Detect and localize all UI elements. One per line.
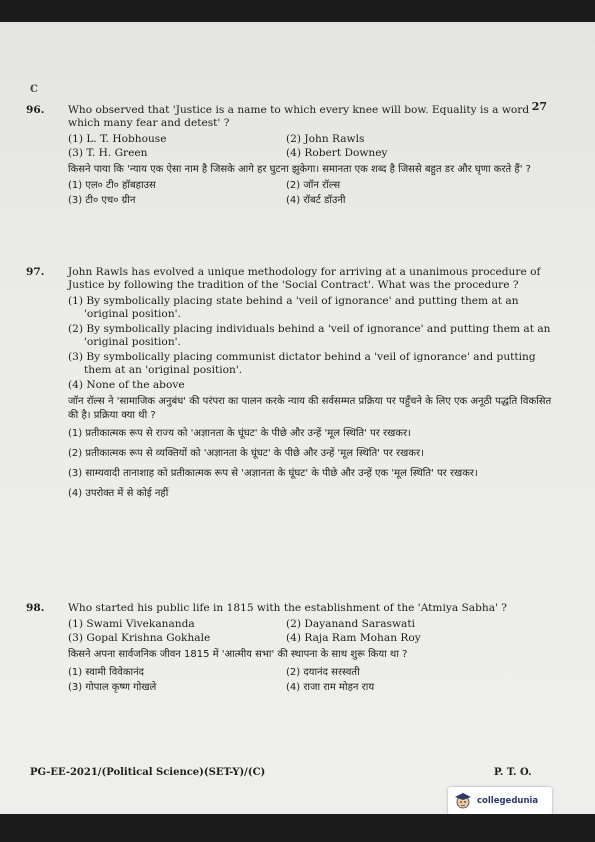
option: (4) उपरोक्त में से कोई नहीं xyxy=(68,488,169,499)
option: (4) Raja Ram Mohan Roy xyxy=(286,632,421,644)
question-text-hi: किसने पाया कि 'न्याय एक ऐसा नाम है जिसके आगे हर घुटना झुकेगा। समानता एक शब्द है जिससे बहुत डर और घृणा करते हैं' ? xyxy=(68,164,531,175)
option: (3) Gopal Krishna Gokhale xyxy=(68,632,211,644)
question-text-en: Who observed that 'Justice is a name to which every knee will bow. Equality is a word which many fear and detest' ? xyxy=(68,104,530,129)
question-96 xyxy=(26,104,554,208)
options-hi xyxy=(68,427,554,501)
question-97 xyxy=(26,266,554,503)
option: (2) John Rawls xyxy=(286,133,365,145)
option: (4) None of the above xyxy=(68,379,185,391)
question-text-en: John Rawls has evolved a unique methodology for arriving at a unanimous procedure of Justice by following the tradition of the 'Social Contract'. What was the procedure ? xyxy=(68,266,541,291)
page-number: 27 xyxy=(531,100,547,113)
option: (1) By symbolically placing state behind a 'veil of ignorance' and putting them at an 'original position'. xyxy=(68,295,519,320)
option: (4) राजा राम मोहन राय xyxy=(286,682,375,693)
option: (2) प्रतीकात्मक रूप से व्यक्तियों को 'अज्ञानता के घूंघट' के पीछे और उन्हें 'मूल स्थिति' पर रखकर। xyxy=(68,448,424,459)
option: (3) T. H. Green xyxy=(68,147,148,159)
option: (1) स्वामी विवेकानंद xyxy=(68,667,144,678)
option: (2) By symbolically placing individuals behind a 'veil of ignorance' and putting them at an 'original position'. xyxy=(68,323,551,348)
question-text-hi: किसने अपना सार्वजनिक जीवन 1815 में 'आत्मीय सभा' की स्थापना के साथ शुरू किया था ? xyxy=(68,649,408,660)
exam-page xyxy=(0,22,595,814)
pto-label: P. T. O. xyxy=(494,767,532,778)
option: (3) टी० एच० ग्रीन xyxy=(68,195,136,206)
question-text-en: Who started his public life in 1815 with the establishment of the 'Atmiya Sabha' ? xyxy=(68,602,507,614)
option: (4) रॉबर्ट डॉउनी xyxy=(286,195,346,206)
option: (1) एल० टी० हॉबहाउस xyxy=(68,180,156,191)
paper-code: PG-EE-2021/(Political Science)(SET-Y)/(C) xyxy=(30,767,266,778)
corner-mark: C xyxy=(30,84,38,95)
question-98 xyxy=(26,602,554,695)
question-number: 96. xyxy=(26,104,45,116)
question-number: 97. xyxy=(26,266,45,278)
question-text-hi: जॉन रॉल्स ने 'सामाजिक अनुबंध' की परंपरा का पालन करके न्याय की सर्वसम्मत प्रक्रिया पर पहुँचने के लिए एक अनूठी पद्धति विकसित की है। प्रक्रिया क्या थी ? xyxy=(68,396,552,421)
options-en xyxy=(68,133,554,160)
question-number: 98. xyxy=(26,602,45,614)
graduate-avatar-icon xyxy=(453,791,473,811)
options-hi xyxy=(68,179,554,208)
options-hi xyxy=(68,666,554,695)
option: (1) Swami Vivekananda xyxy=(68,618,195,630)
options-en xyxy=(68,618,554,645)
option: (2) Dayanand Saraswati xyxy=(286,618,416,630)
logo-text: collegedunia xyxy=(477,796,539,806)
option: (3) गोपाल कृष्ण गोखले xyxy=(68,682,157,693)
option: (2) जॉन रॉल्स xyxy=(286,180,341,191)
options-en xyxy=(68,295,554,392)
option: (3) By symbolically placing communist dictator behind a 'veil of ignorance' and putting them at an 'original position'. xyxy=(68,351,536,376)
collegedunia-logo xyxy=(448,787,552,814)
option: (1) प्रतीकात्मक रूप से राज्य को 'अज्ञानता के घूंघट' के पीछे और उन्हें 'मूल स्थिति' पर रखकर। xyxy=(68,428,411,439)
option: (2) दयानंद सरस्वती xyxy=(286,667,360,678)
option: (1) L. T. Hobhouse xyxy=(68,133,167,145)
option: (4) Robert Downey xyxy=(286,147,388,159)
option: (3) साम्यवादी तानाशाह को प्रतीकात्मक रूप से 'अज्ञानता के घूंघट' के पीछे और उन्हें एक 'मूल स्थिति' पर रखकर। xyxy=(68,468,478,479)
